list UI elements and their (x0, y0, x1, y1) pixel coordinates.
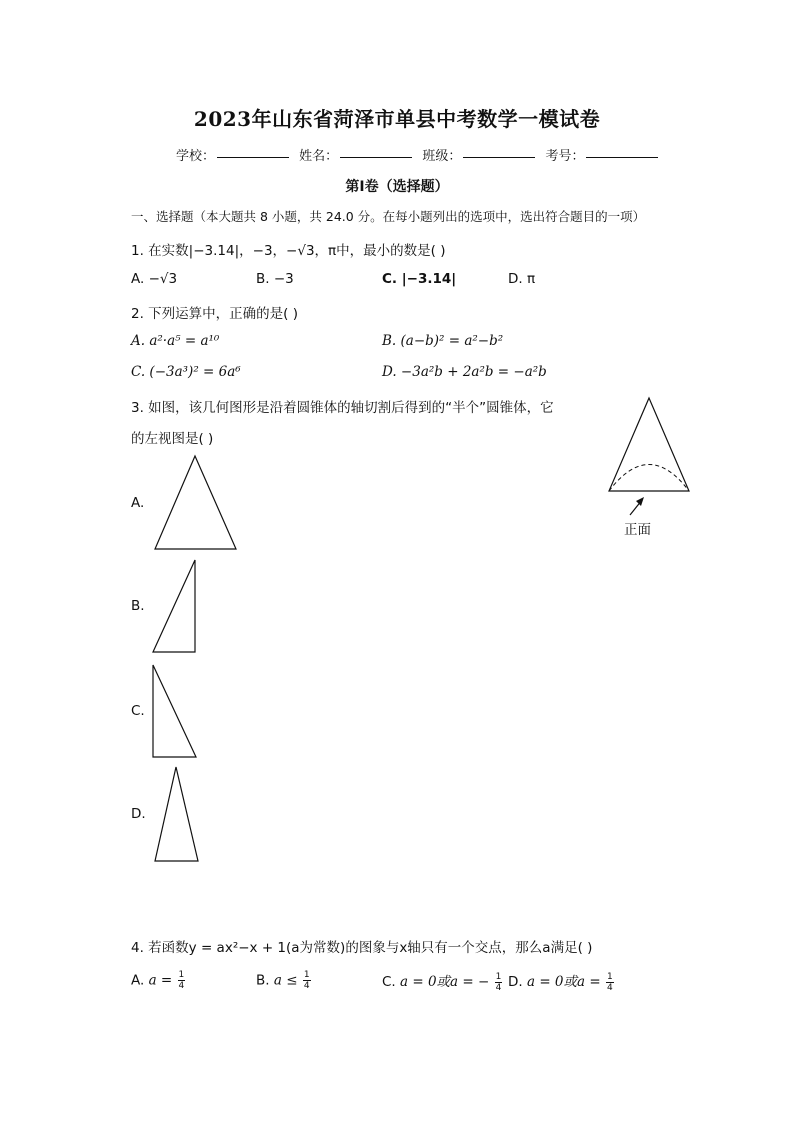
q3-option-a-label: A. (131, 495, 145, 511)
right-triangle-right-slope (153, 665, 196, 757)
q3-option-d-figure (151, 765, 203, 864)
q2-option-b: B. (a−b)² = a²−b² (382, 333, 504, 349)
view-arrow-head (636, 497, 644, 506)
q4-option-b (256, 970, 312, 991)
q3-option-c-label: C. (131, 703, 145, 719)
q4-option-b-label: B. (256, 972, 270, 989)
q1-option-a: A. −√3 (131, 271, 178, 287)
class-label: 班级： (422, 149, 462, 164)
denominator: 4 (178, 981, 185, 991)
number-blank (586, 157, 658, 158)
q1-option-d: D. π (508, 271, 536, 287)
q4-option-d-expr: a = 0或a = (526, 974, 601, 990)
q4-option-a (131, 970, 186, 991)
q3-stem-line1: 3. 如图，该几何图形是沿着圆锥体的轴切割后得到的“半个”圆锥体，它 (131, 400, 554, 416)
denominator: 4 (303, 981, 310, 991)
numerator: 1 (178, 970, 185, 980)
half-cone-dashed-arc (609, 465, 689, 492)
name-label: 姓名： (299, 149, 339, 164)
q3-option-b-label: B. (131, 598, 145, 614)
q4-option-a-label: A. (131, 972, 145, 989)
school-label: 学校： (176, 149, 216, 164)
q4-option-d-fraction (606, 972, 614, 993)
right-triangle-left-slope (153, 560, 195, 652)
q4-option-a-expr: a = (148, 972, 173, 989)
student-info-line (176, 145, 664, 164)
q1-option-b: B. −3 (256, 271, 294, 287)
page-title: 2023年山东省菏泽市单县中考数学一模试卷 (193, 107, 601, 131)
q4-option-d-label: D. (508, 974, 523, 990)
q4-option-a-fraction (178, 970, 186, 991)
q4-option-b-expr: a ≤ (273, 972, 298, 989)
q4-option-c-fraction (495, 972, 503, 993)
school-blank (217, 157, 289, 158)
denominator: 4 (495, 982, 502, 993)
numerator: 1 (606, 971, 613, 982)
q4-option-b-fraction (303, 970, 311, 991)
class-blank (463, 157, 535, 158)
section-heading: 第I卷（选择题） (345, 179, 449, 195)
q4-option-c (382, 970, 503, 993)
q3-option-a-figure (152, 454, 240, 552)
numerator: 1 (495, 971, 502, 982)
q3-option-b-figure (150, 558, 200, 656)
half-cone-outline (609, 398, 689, 491)
isosceles-triangle (155, 456, 236, 549)
narrow-isosceles-triangle (155, 767, 198, 861)
q2-option-d: D. −3a²b + 2a²b = −a²b (382, 364, 547, 380)
number-label: 考号： (545, 149, 585, 164)
q2-stem: 2. 下列运算中，正确的是( ) (131, 306, 298, 322)
q3-option-d-label: D. (131, 806, 146, 822)
q4-stem: 4. 若函数y = ax²−x + 1(a为常数)的图象与x轴只有一个交点，那么a满足( ) (131, 940, 593, 956)
q2-option-a: A. a²·a⁵ = a¹⁰ (131, 333, 220, 349)
numerator: 1 (303, 970, 310, 980)
q3-stem-line2: 的左视图是( ) (131, 431, 214, 447)
q2-option-c: C. (−3a³)² = 6a⁶ (131, 364, 241, 380)
q3-option-c-figure (150, 662, 200, 760)
q4-option-d (508, 970, 615, 993)
figure-caption: 正面 (624, 522, 651, 538)
denominator: 4 (606, 982, 613, 993)
q1-stem: 1. 在实数|−3.14|，−3，−√3，π中，最小的数是( ) (131, 243, 446, 259)
part-instructions: 一、选择题（本大题共 8 小题，共 24.0 分。在每小题列出的选项中，选出符合题目的一项） (131, 209, 646, 224)
q1-option-c: C. |−3.14| (382, 271, 457, 287)
name-blank (340, 157, 412, 158)
q4-option-c-label: C. (382, 974, 396, 990)
q4-option-c-expr: a = 0或a = − (400, 974, 490, 990)
